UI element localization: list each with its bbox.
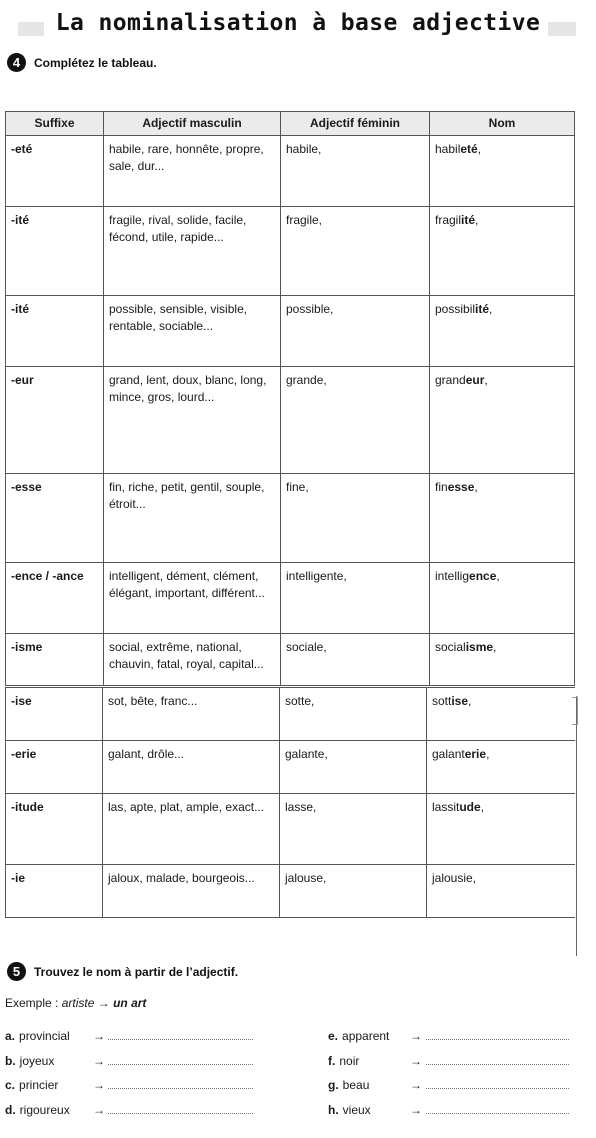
suffix-cell: -ise bbox=[6, 688, 103, 741]
exercise-4-heading bbox=[7, 53, 157, 72]
nom-cell bbox=[430, 367, 575, 474]
masc-cell: galant, drôle... bbox=[103, 741, 280, 794]
exercise-item-h bbox=[328, 1103, 371, 1117]
nom-stem: grand bbox=[435, 373, 466, 387]
item-word: rigoureux bbox=[19, 1103, 70, 1117]
nom-tail: , bbox=[493, 640, 497, 654]
suffix-cell: -ie bbox=[6, 865, 103, 918]
nominalisation-table-part1 bbox=[5, 111, 575, 686]
exercise-item-f bbox=[328, 1054, 359, 1068]
nom-suffix: ude bbox=[459, 800, 481, 814]
table-row bbox=[6, 794, 575, 865]
page-edge-tick bbox=[572, 697, 578, 725]
masc-cell: sot, bête, franc... bbox=[103, 688, 280, 741]
nom-tail: , bbox=[474, 480, 478, 494]
masc-cell-clip: social, extrême, national, chauvin, fatal, royal, capital... bbox=[109, 640, 264, 671]
item-word: provincial bbox=[19, 1029, 70, 1043]
item-arrow: → bbox=[410, 1029, 422, 1043]
nominalisation-table-part2 bbox=[5, 687, 575, 918]
item-word: princier bbox=[19, 1078, 59, 1092]
nom-cell bbox=[430, 136, 575, 207]
nom-suffix: ise bbox=[451, 694, 469, 708]
title-decoration-left bbox=[18, 22, 44, 36]
fem-cell: sociale, bbox=[281, 634, 430, 686]
nom-cell bbox=[427, 865, 575, 918]
item-letter: c. bbox=[5, 1078, 16, 1092]
table-row bbox=[6, 634, 575, 686]
item-letter: e. bbox=[328, 1029, 339, 1043]
table-row bbox=[6, 136, 575, 207]
suffix-cell: -ité bbox=[6, 296, 104, 367]
item-arrow: → bbox=[93, 1029, 105, 1043]
item-arrow: → bbox=[410, 1078, 422, 1092]
header-adjectif-feminin: Adjectif féminin bbox=[281, 112, 430, 136]
nom-suffix: esse bbox=[447, 480, 475, 494]
nom-stem: possibil bbox=[435, 302, 476, 316]
nom-cell bbox=[427, 741, 575, 794]
nom-cell bbox=[430, 296, 575, 367]
answer-dots[interactable] bbox=[426, 1055, 569, 1065]
answer-dots[interactable] bbox=[108, 1055, 253, 1065]
item-arrow: → bbox=[93, 1103, 105, 1117]
nom-suffix: isme bbox=[465, 640, 494, 654]
exercise-5-example bbox=[5, 996, 146, 1010]
fem-cell: fine, bbox=[281, 474, 430, 563]
exercise-5-number: 5 bbox=[7, 962, 26, 981]
table-row bbox=[6, 865, 575, 918]
answer-dots[interactable] bbox=[108, 1030, 253, 1040]
suffix-cell: -isme bbox=[6, 634, 104, 686]
table-row bbox=[6, 367, 575, 474]
masc-cell: grand, lent, doux, blanc, long, mince, gros, lourd... bbox=[104, 367, 281, 474]
masc-cell: possible, sensible, visible, rentable, sociable... bbox=[104, 296, 281, 367]
item-word: apparent bbox=[342, 1029, 390, 1043]
exercise-item-e bbox=[328, 1029, 389, 1043]
item-arrow: → bbox=[410, 1054, 422, 1068]
table-row bbox=[6, 296, 575, 367]
nom-cell bbox=[427, 794, 575, 865]
item-letter: b. bbox=[5, 1054, 16, 1068]
nom-cell bbox=[430, 474, 575, 563]
answer-dots[interactable] bbox=[426, 1104, 569, 1114]
item-word: vieux bbox=[342, 1103, 371, 1117]
exercise-5-instruction: Trouvez le nom à partir de l’adjectif. bbox=[34, 964, 239, 979]
example-arrow: → bbox=[97, 996, 110, 1010]
fem-cell: possible, bbox=[281, 296, 430, 367]
fem-cell: jalouse, bbox=[280, 865, 427, 918]
item-word: noir bbox=[339, 1054, 360, 1068]
nom-cell bbox=[430, 563, 575, 634]
exercise-item-g bbox=[328, 1078, 369, 1092]
fem-cell: sotte, bbox=[280, 688, 427, 741]
exercise-5-heading bbox=[7, 962, 238, 981]
table-row bbox=[6, 563, 575, 634]
masc-cell: fin, riche, petit, gentil, souple, étroit... bbox=[104, 474, 281, 563]
nom-stem: lassit bbox=[432, 800, 460, 814]
answer-dots[interactable] bbox=[108, 1079, 253, 1089]
nom-tail: , bbox=[496, 569, 500, 583]
nom-tail: , bbox=[486, 747, 490, 761]
nom-tail: , bbox=[468, 694, 472, 708]
item-arrow: → bbox=[93, 1078, 105, 1092]
suffix-cell: -eur bbox=[6, 367, 104, 474]
masc-cell: intelligent, dément, clément, élégant, important, différent... bbox=[104, 563, 281, 634]
masc-cell: las, apte, plat, ample, exact... bbox=[103, 794, 280, 865]
exercise-item-b bbox=[5, 1054, 54, 1068]
fem-cell: grande, bbox=[281, 367, 430, 474]
example-word: artiste bbox=[61, 996, 95, 1010]
nom-suffix: eur bbox=[465, 373, 485, 387]
nom-cell bbox=[430, 634, 575, 686]
masc-cell: jaloux, malade, bourgeois... bbox=[103, 865, 280, 918]
exercise-4-number: 4 bbox=[7, 53, 26, 72]
title-decoration-right bbox=[548, 22, 576, 36]
fem-cell: intelligente, bbox=[281, 563, 430, 634]
exercise-item-c bbox=[5, 1078, 58, 1092]
example-prefix: Exemple : bbox=[5, 996, 62, 1010]
suffix-cell: -ence / -ance bbox=[6, 563, 104, 634]
header-adjectif-masculin: Adjectif masculin bbox=[104, 112, 281, 136]
header-nom: Nom bbox=[430, 112, 575, 136]
nom-suffix: eté bbox=[460, 142, 478, 156]
nom-stem: fragil bbox=[435, 213, 462, 227]
masc-cell bbox=[104, 634, 281, 686]
item-letter: d. bbox=[5, 1103, 16, 1117]
item-letter: g. bbox=[328, 1078, 339, 1092]
masc-cell: fragile, rival, solide, facile, fécond, utile, rapide... bbox=[104, 207, 281, 296]
fem-cell: galante, bbox=[280, 741, 427, 794]
nom-suffix: ence bbox=[469, 569, 497, 583]
table-row bbox=[6, 741, 575, 794]
fem-cell: fragile, bbox=[281, 207, 430, 296]
fem-cell: lasse, bbox=[280, 794, 427, 865]
answer-dots[interactable] bbox=[426, 1079, 569, 1089]
page-edge-line bbox=[576, 696, 577, 956]
nom-stem: intellig bbox=[435, 569, 470, 583]
masc-cell: habile, rare, honnête, propre, sale, dur... bbox=[104, 136, 281, 207]
nom-tail: , bbox=[477, 142, 482, 156]
answer-dots[interactable] bbox=[426, 1030, 569, 1040]
table-row bbox=[6, 207, 575, 296]
nom-tail: , bbox=[489, 302, 493, 316]
nom-suffix: ité bbox=[461, 213, 476, 227]
item-letter: a. bbox=[5, 1029, 16, 1043]
example-answer: un art bbox=[113, 996, 147, 1010]
item-word: beau bbox=[342, 1078, 370, 1092]
item-arrow: → bbox=[410, 1103, 422, 1117]
title-row bbox=[0, 8, 596, 42]
nom-stem: jalousie, bbox=[432, 871, 477, 885]
nom-tail: , bbox=[480, 800, 485, 814]
suffix-cell: -erie bbox=[6, 741, 103, 794]
suffix-cell: -eté bbox=[6, 136, 104, 207]
exercise-4-instruction: Complétez le tableau. bbox=[34, 55, 157, 70]
nom-cell bbox=[427, 688, 575, 741]
suffix-cell: -ité bbox=[6, 207, 104, 296]
nom-tail: , bbox=[475, 213, 479, 227]
item-arrow: → bbox=[93, 1054, 105, 1068]
nom-tail: , bbox=[484, 373, 488, 387]
answer-dots[interactable] bbox=[108, 1104, 253, 1114]
suffix-cell: -itude bbox=[6, 794, 103, 865]
nom-stem: social bbox=[435, 640, 466, 654]
nom-stem: fin bbox=[435, 480, 448, 494]
nom-cell bbox=[430, 207, 575, 296]
table-header-row bbox=[6, 112, 575, 136]
page-title: La nominalisation à base adjective bbox=[55, 10, 541, 36]
nom-stem: habil bbox=[435, 142, 461, 156]
item-word: joyeux bbox=[19, 1054, 55, 1068]
fem-cell: habile, bbox=[281, 136, 430, 207]
nom-stem: sott bbox=[432, 694, 452, 708]
suffix-cell: -esse bbox=[6, 474, 104, 563]
header-suffixe: Suffixe bbox=[6, 112, 104, 136]
item-letter: h. bbox=[328, 1103, 339, 1117]
table-row bbox=[6, 688, 575, 741]
item-letter: f. bbox=[328, 1054, 336, 1068]
table-row bbox=[6, 474, 575, 563]
exercise-item-a bbox=[5, 1029, 70, 1043]
nom-suffix: ité bbox=[475, 302, 490, 316]
nom-suffix: erie bbox=[464, 747, 487, 761]
exercise-item-d bbox=[5, 1103, 70, 1117]
nom-stem: galant bbox=[432, 747, 465, 761]
